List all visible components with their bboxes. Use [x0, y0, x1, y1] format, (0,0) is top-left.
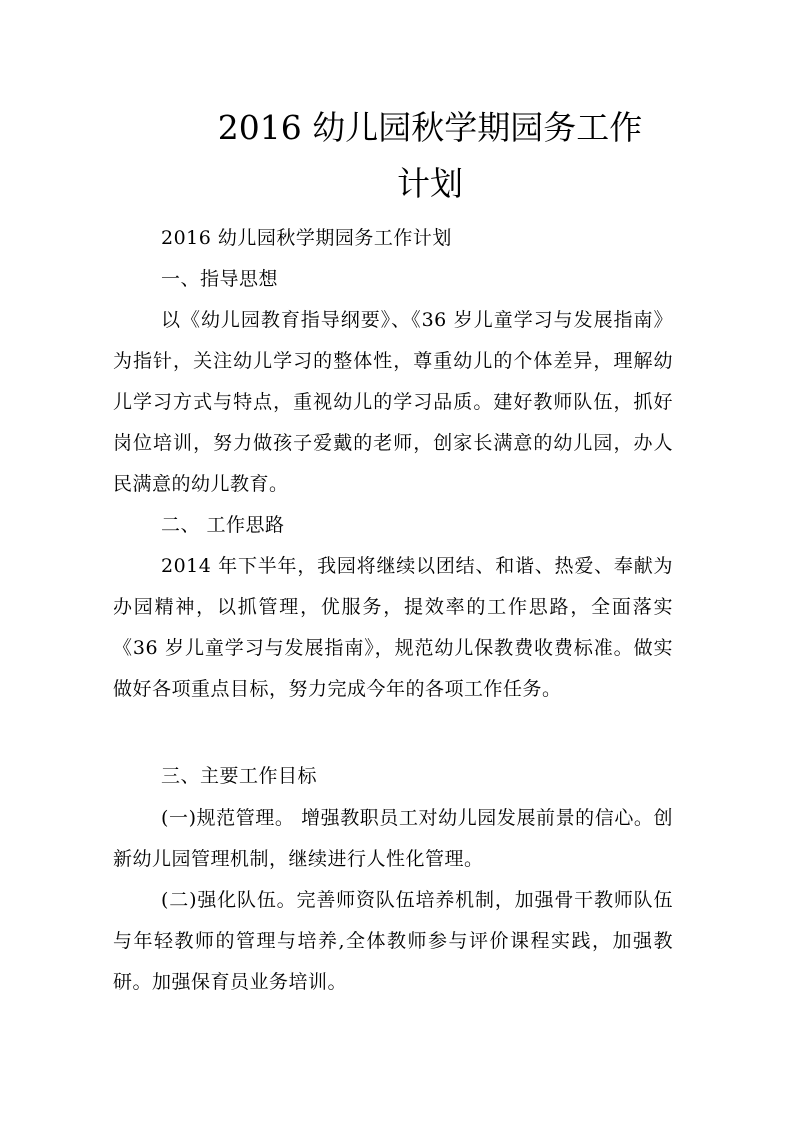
title-line-2: 计划: [397, 164, 463, 203]
title-line-1: 2016 幼儿园秋学期园务工作: [217, 108, 643, 147]
document-title: [150, 100, 710, 212]
section-heading-2: 二、 工作思路: [161, 514, 285, 536]
paragraph-3: (一)规范管理。 增强教职员工对幼儿园发展前景的信心。创新幼儿园管理机制，继续进行人性化管理。: [113, 807, 673, 870]
subtitle: 2016 幼儿园秋学期园务工作计划: [161, 227, 452, 249]
section-heading-3: 三、主要工作目标: [161, 765, 318, 787]
paragraph-1: 以《幼儿园教育指导纲要》、《36 岁儿童学习与发展指南》为指针，关注幼儿学习的整体性，尊重幼儿的个体差异，理解幼儿学习方式与特点，重视幼儿的学习品质。建好教师队伍，抓好岗位培训，努力做孩子爱戴的老师，创家长满意的幼儿园，办人民满意的幼儿教育。: [113, 309, 673, 495]
paragraph-4: (二)强化队伍。完善师资队伍培养机制，加强骨干教师队伍与年轻教师的管理与培养,全体教师参与评价课程实践，加强教研。加强保育员业务培训。: [113, 889, 673, 993]
section-heading-1: 一、指导思想: [161, 268, 279, 290]
paragraph-2: 2014 年下半年，我园将继续以团结、和谐、热爱、奉献为办园精神，以抓管理，优服务，提效率的工作思路，全面落实《36 岁儿童学习与发展指南》，规范幼儿保教费收费标准。做实做好各项重点目标，努力完成今年的各项工作任务。: [113, 555, 673, 700]
